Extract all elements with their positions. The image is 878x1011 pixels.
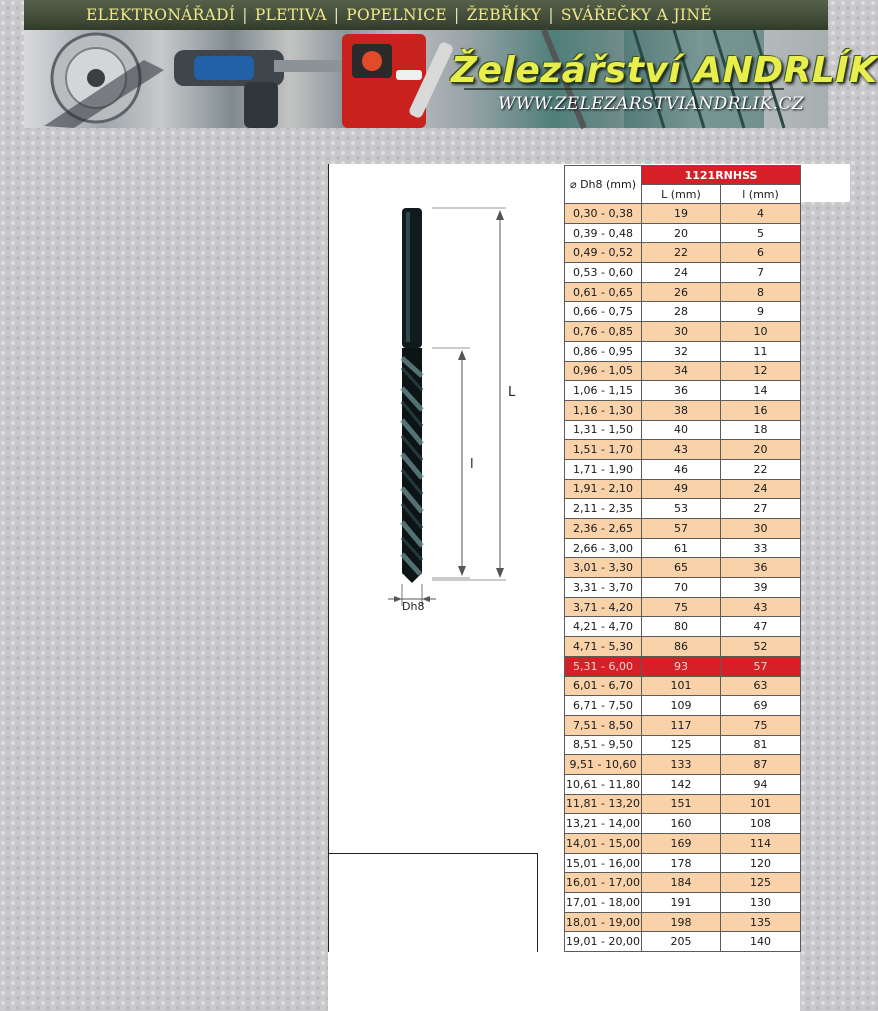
total-length-cell: 46 (642, 459, 721, 479)
diameter-cell: 11,81 - 13,20 (565, 794, 642, 814)
diameter-cell: 0,66 - 0,75 (565, 302, 642, 322)
flute-length-cell: 47 (721, 617, 801, 637)
table-row (565, 755, 801, 775)
table-row (565, 459, 801, 479)
flute-length-cell: 12 (721, 361, 801, 381)
diameter-cell: 1,16 - 1,30 (565, 400, 642, 420)
table-body (565, 204, 801, 952)
diameter-cell: 3,01 - 3,30 (565, 558, 642, 578)
nav-separator: | (548, 6, 554, 24)
total-length-cell: 24 (642, 263, 721, 283)
total-length-cell: 22 (642, 243, 721, 263)
drill-bit-illustration (402, 208, 422, 583)
dimension-label-L: L (508, 385, 516, 400)
flute-length-cell: 52 (721, 637, 801, 657)
diameter-cell: 1,91 - 2,10 (565, 479, 642, 499)
diameter-cell: 0,49 - 0,52 (565, 243, 642, 263)
diameter-cell: 0,61 - 0,65 (565, 282, 642, 302)
table-row (565, 400, 801, 420)
total-length-cell: 70 (642, 578, 721, 598)
diameter-cell: 1,06 - 1,15 (565, 381, 642, 401)
total-length-cell: 38 (642, 400, 721, 420)
total-length-cell: 61 (642, 538, 721, 558)
table-row (565, 912, 801, 932)
column-header-total-length: L (mm) (642, 185, 721, 204)
table-row (565, 263, 801, 283)
total-length-cell: 133 (642, 755, 721, 775)
diameter-cell: 14,01 - 15,00 (565, 834, 642, 854)
nav-item-popelnice[interactable]: POPELNICE (346, 6, 448, 24)
dimension-label-l: l (470, 457, 474, 472)
total-length-cell: 191 (642, 893, 721, 913)
flute-length-cell: 11 (721, 341, 801, 361)
table-row (565, 794, 801, 814)
nav-separator: | (333, 6, 340, 24)
table-row (565, 696, 801, 716)
table-row (565, 893, 801, 913)
total-length-cell: 184 (642, 873, 721, 893)
flute-length-cell: 18 (721, 420, 801, 440)
total-length-cell: 75 (642, 597, 721, 617)
flute-length-cell: 101 (721, 794, 801, 814)
diameter-cell: 17,01 - 18,00 (565, 893, 642, 913)
flute-length-cell: 24 (721, 479, 801, 499)
flute-length-cell: 36 (721, 558, 801, 578)
diameter-cell: 0,86 - 0,95 (565, 341, 642, 361)
diameter-cell: 0,53 - 0,60 (565, 263, 642, 283)
dimension-L (432, 208, 506, 580)
table-row (565, 834, 801, 854)
diameter-cell: 0,96 - 1,05 (565, 361, 642, 381)
dimension-label-dh: Dh8 (402, 600, 425, 613)
table-row (565, 656, 801, 676)
diameter-cell: 16,01 - 17,00 (565, 873, 642, 893)
drill-bit-diagram (380, 198, 510, 618)
nav-separator: | (454, 6, 460, 24)
table-row (565, 814, 801, 834)
table-row (565, 853, 801, 873)
table-row (565, 637, 801, 657)
total-length-cell: 80 (642, 617, 721, 637)
flute-length-cell: 39 (721, 578, 801, 598)
total-length-cell: 32 (642, 341, 721, 361)
table-row (565, 676, 801, 696)
diameter-cell: 4,71 - 5,30 (565, 637, 642, 657)
diameter-cell: 18,01 - 19,00 (565, 912, 642, 932)
diameter-cell: 3,71 - 4,20 (565, 597, 642, 617)
flute-length-cell: 22 (721, 459, 801, 479)
total-length-cell: 109 (642, 696, 721, 716)
table-row (565, 204, 801, 224)
nav-item-svarecky[interactable]: SVÁŘEČKY A JINÉ (560, 6, 712, 24)
table-row (565, 322, 801, 342)
table-row (565, 243, 801, 263)
table-row (565, 381, 801, 401)
flute-length-cell: 63 (721, 676, 801, 696)
flute-length-cell: 9 (721, 302, 801, 322)
category-nav (24, 0, 828, 30)
product-code-header: 1121RNHSS (642, 166, 801, 185)
flute-length-cell: 69 (721, 696, 801, 716)
flute-length-cell: 57 (721, 656, 801, 676)
table-row (565, 715, 801, 735)
total-length-cell: 151 (642, 794, 721, 814)
flute-length-cell: 33 (721, 538, 801, 558)
diameter-cell: 15,01 - 16,00 (565, 853, 642, 873)
nav-item-elektronaradi[interactable]: ELEKTRONÁŘADÍ (86, 6, 236, 24)
flute-length-cell: 75 (721, 715, 801, 735)
diameter-cell: 9,51 - 10,60 (565, 755, 642, 775)
total-length-cell: 205 (642, 932, 721, 952)
table-row (565, 558, 801, 578)
table-row (565, 873, 801, 893)
table-row (565, 440, 801, 460)
diameter-cell: 8,51 - 9,50 (565, 735, 642, 755)
total-length-cell: 169 (642, 834, 721, 854)
diameter-cell: 2,11 - 2,35 (565, 499, 642, 519)
total-length-cell: 20 (642, 223, 721, 243)
panel-border (328, 164, 329, 952)
total-length-cell: 36 (642, 381, 721, 401)
total-length-cell: 101 (642, 676, 721, 696)
diameter-cell: 7,51 - 8,50 (565, 715, 642, 735)
table-row (565, 538, 801, 558)
panel-bottom-area (328, 952, 800, 1011)
flute-length-cell: 43 (721, 597, 801, 617)
total-length-cell: 178 (642, 853, 721, 873)
flute-length-cell: 108 (721, 814, 801, 834)
flute-length-cell: 5 (721, 223, 801, 243)
flute-length-cell: 4 (721, 204, 801, 224)
total-length-cell: 26 (642, 282, 721, 302)
diameter-cell: 3,31 - 3,70 (565, 578, 642, 598)
table-row (565, 774, 801, 794)
diameter-cell: 10,61 - 11,80 (565, 774, 642, 794)
table-row (565, 479, 801, 499)
flute-length-cell: 6 (721, 243, 801, 263)
flute-length-cell: 135 (721, 912, 801, 932)
column-header-flute-length: l (mm) (721, 185, 801, 204)
total-length-cell: 160 (642, 814, 721, 834)
diameter-cell: 1,31 - 1,50 (565, 420, 642, 440)
diameter-cell: 1,71 - 1,90 (565, 459, 642, 479)
table-row (565, 499, 801, 519)
flute-length-cell: 81 (721, 735, 801, 755)
diameter-cell: 2,36 - 2,65 (565, 519, 642, 539)
total-length-cell: 40 (642, 420, 721, 440)
site-url[interactable]: WWW.ZELEZARSTVIANDRLIK.CZ (498, 94, 805, 114)
flute-length-cell: 130 (721, 893, 801, 913)
table-row (565, 282, 801, 302)
tools-collage-image (24, 30, 878, 128)
table-row (565, 578, 801, 598)
table-row (565, 361, 801, 381)
table-row (565, 932, 801, 952)
diameter-cell: 0,30 - 0,38 (565, 204, 642, 224)
total-length-cell: 93 (642, 656, 721, 676)
total-length-cell: 30 (642, 322, 721, 342)
flute-length-cell: 7 (721, 263, 801, 283)
column-header-diameter: ⌀ Dh8 (mm) (565, 166, 642, 204)
total-length-cell: 53 (642, 499, 721, 519)
table-row (565, 617, 801, 637)
table-row (565, 519, 801, 539)
dimension-l (432, 348, 470, 578)
total-length-cell: 49 (642, 479, 721, 499)
flute-length-cell: 8 (721, 282, 801, 302)
table-row (565, 735, 801, 755)
diameter-cell: 0,76 - 0,85 (565, 322, 642, 342)
total-length-cell: 57 (642, 519, 721, 539)
diameter-cell: 0,39 - 0,48 (565, 223, 642, 243)
total-length-cell: 19 (642, 204, 721, 224)
drill-size-table (564, 165, 801, 952)
flute-length-cell: 125 (721, 873, 801, 893)
diameter-cell: 6,01 - 6,70 (565, 676, 642, 696)
flute-length-cell: 140 (721, 932, 801, 952)
diameter-cell: 1,51 - 1,70 (565, 440, 642, 460)
flute-length-cell: 87 (721, 755, 801, 775)
flute-length-cell: 16 (721, 400, 801, 420)
total-length-cell: 198 (642, 912, 721, 932)
flute-length-cell: 120 (721, 853, 801, 873)
note-box (329, 853, 538, 952)
diameter-cell: 5,31 - 6,00 (565, 656, 642, 676)
table-row (565, 341, 801, 361)
total-length-cell: 142 (642, 774, 721, 794)
flute-length-cell: 114 (721, 834, 801, 854)
site-banner (24, 0, 878, 128)
nav-item-pletiva[interactable]: PLETIVA (254, 6, 327, 24)
diameter-cell: 2,66 - 3,00 (565, 538, 642, 558)
diameter-cell: 4,21 - 4,70 (565, 617, 642, 637)
table-row (565, 302, 801, 322)
table-row (565, 420, 801, 440)
diameter-cell: 13,21 - 14,00 (565, 814, 642, 834)
flute-length-cell: 10 (721, 322, 801, 342)
diameter-cell: 6,71 - 7,50 (565, 696, 642, 716)
total-length-cell: 65 (642, 558, 721, 578)
total-length-cell: 86 (642, 637, 721, 657)
nav-separator: | (242, 6, 248, 24)
total-length-cell: 117 (642, 715, 721, 735)
flute-length-cell: 94 (721, 774, 801, 794)
total-length-cell: 43 (642, 440, 721, 460)
flute-length-cell: 30 (721, 519, 801, 539)
total-length-cell: 28 (642, 302, 721, 322)
diameter-cell: 19,01 - 20,00 (565, 932, 642, 952)
flute-length-cell: 14 (721, 381, 801, 401)
panel-header-extension (800, 164, 850, 202)
flute-length-cell: 20 (721, 440, 801, 460)
brand-logo-text: Železářství ANDRLÍK (451, 50, 878, 91)
total-length-cell: 34 (642, 361, 721, 381)
flute-length-cell: 27 (721, 499, 801, 519)
nav-item-zebriky[interactable]: ŽEBŘÍKY (466, 6, 542, 24)
total-length-cell: 125 (642, 735, 721, 755)
table-row (565, 597, 801, 617)
table-row (565, 223, 801, 243)
